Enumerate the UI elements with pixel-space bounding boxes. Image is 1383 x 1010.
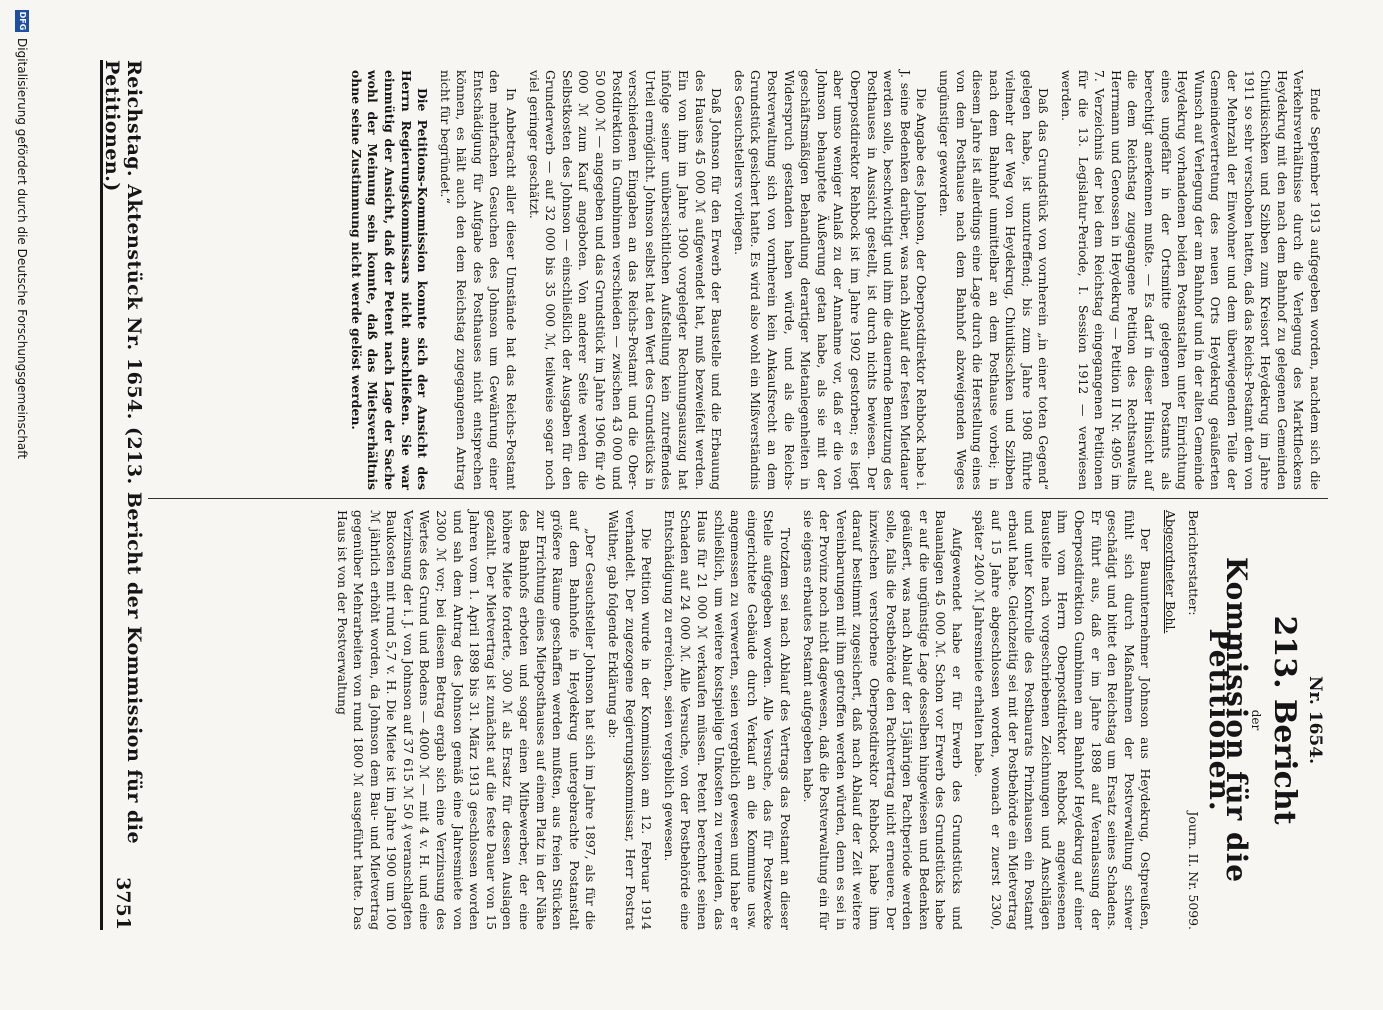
running-header	[100, 60, 143, 930]
paragraph: Der Bauunternehmer Johnson aus Heydekrug, Ostpreußen, fühlt sich durch Maßnahmen der Postverwaltung schwer geschädigt und bittet den Reichstag um Ersatz seines Schadens. Er führt aus, daß er im Jahre 1898 auf Veranlassung der Oberpostdirektion Gumbinnen am Bahnhof Heydekrug auf einer ihm vom Herrn Oberpostdirektor Rehbock angewiesenen Baustelle nach vorgeschriebenen Zeichnungen und Anschlägen und unter Kontrolle des Postbaurats Prinzhausen ein Postamt erbaut habe. Gleichzeitig sei mit der Postbehörde ein Mietvertrag auf 15 Jahre abgeschlossen worden, wonach er zuerst 2300, später 2400 ℳ Jahresmiete erhalten habe.	[972, 510, 1154, 930]
column-divider	[148, 498, 1328, 499]
header-title: Reichstag. Aktenstück Nr. 1654. (213. Bericht der Kommission für die Petitionen.)	[101, 60, 145, 845]
berichterstatter-label: Berichterstatter:	[1185, 510, 1201, 616]
digitization-credit	[11, 0, 33, 1010]
paragraph: Aufgewendet habe er für Erwerb des Grundstücks und Bauanlagen 45 000 ℳ. Schon vor Erwerb des Grundstücks habe er auf die ungünstige Lage desselben hingewiesen und Bedenken geäußert, was nach Ablauf der 15jährigen Pachtperiode werden solle, falls die Postbehörde den Pachtvertrag nicht erneuere. Der inzwischen verstorbene Oberpostdirektor Rehbock habe ihm darauf bestimmt zugesichert, daß nach Ablauf der Zeit weitere Vereinbarungen mit ihm getroffen werden würden, denn es sei in der Provinz noch nicht dagewesen, daß die Postverwaltung ein für sie eigens erbautes Postamt aufgegeben habe.	[800, 510, 965, 930]
credit-text: Digitalisierung gefördert durch die Deutsche Forschungsgemeinschaft	[15, 38, 29, 460]
paragraph: Die Petition wurde in der Kommission am 12. Februar 1914 verhandelt. Der zugezogene Regierungskommissar, Herr Postrat Walther, gab folgende Erklärung ab:	[606, 510, 655, 930]
report-title: 213. Bericht	[1267, 615, 1303, 825]
column-right	[153, 70, 1323, 490]
paragraph: Daß das Grundstück von vornherein „in einer toten Gegend“ gelegen habe, ist unzutreffend; bis zum Jahre 1908 führte vielmehr der Weg von Heydekrug, Chiutikischken und Szibben nach dem Bahnhof unmittelbar an dem Posthause vorbei; in diesem Jahre ist allerdings eine Lage durch die Herstellung eines von dem Posthause nach dem Bahnhof abzweigenden Weges ungünstiger geworden.	[936, 70, 1052, 490]
paragraph: Die Angabe des Johnson, der Oberpostdirektor Rehbock habe i. J. seine Bedenken darüber, was nach Ablauf der festen Mietdauer werden solle, beschwichtigt und ihm die dauernde Benutzung des Posthauses in Aussicht gestellt, ist durch nichts bewiesen. Der Oberpostdirektor Rehbock ist im Jahre 1902 gestorben; es liegt aber umso weniger Anlaß zu der Annahme vor, daß er die von Johnson behauptete Äußerung getan habe, als sie mit der geschäftsmäßigen Behandlung derartiger Mietanlegenheiten in Widerspruch gestanden haben würde, und als die Reichs-Postverwaltung sich von vornherein kein Ankaufsrecht an dem Grundstück gesichert hatte. Es wird also wohl ein Mißverständnis des Gesuchstellers vorliegen.	[731, 70, 930, 490]
title-der: der	[1249, 709, 1264, 731]
journal-number: Journ. II. Nr. 5099.	[1185, 811, 1201, 930]
page-number: 3751	[112, 877, 134, 930]
title-block	[1203, 510, 1325, 930]
paragraph: Trotzdem sei nach Ablauf des Vertrags das Postamt an dieser Stelle aufgegeben worden. Alle Versuche, das für Postzwecke eingerichtete Gebäude durch Verkauf an die Kommune usw. angemessen zu verwerten, seien vergeblich gewesen und habe er schließlich, um weitere kostspielige Unkosten zu vermeiden, das Haus für 21 000 ℳ verkaufen müssen. Petent berechnet seinen Schaden auf 24 000 ℳ. Alle Versuche, von der Postbehörde eine Entschädigung zu erreichen, seien vergeblich gewesen.	[661, 510, 793, 930]
meta-row	[1184, 510, 1201, 930]
paragraph: „Der Gesuchsteller Johnson hat sich im Jahre 1897, als für die auf dem Bahnhofe in Heydekrug untergebrachte Postanstalt größere Räume geschaffen werden mußten, aus freien Stücken zur Errichtung eines Mietposthauses auf einem Platz in der Nähe des Bahnhofs erboten und sogar einen Mitbewerber, der eine höhere Miete forderte, 300 ℳ als Ersatz für dessen Auslagen gezahlt. Der Mietvertrag ist zunächst auf die feste Dauer von 15 Jahren vom 1. April 1898 bis 31. März 1913 geschlossen worden und sah dem Antrag des Johnson gemäß eine Jahresmiete von 2300 ℳ vor; bei diesem Betrag ergab sich eine Verzinsung des Wertes des Grund und Bodens — 4000 ℳ — mit 4 v. H. und eine Verzinsung der i. J. von Johnson auf 37 615 ℳ 50 ₰ veranschlagten Baukosten mit rund 5,7 v. H. Die Miete ist im Jahre 1900 um 100 ℳ jährlich erhöht worden, da Johnson dem Bau- und Mietvertrag gegenüber Mehrarbeiten von rund 1800 ℳ ausgeführt hatte. Das Haus ist von der Postverwaltung	[334, 510, 599, 930]
conclusion-paragraph: Die Petitions-Kommission konnte sich der Ansicht des Herrn Regierungskommissars nicht anschließen. Sie war einmütig der Ansicht, daß der Petent nach Lage der Sache wohl der Meinung sein konnte, daß das Mietsverhältnis ohne seine Zustimmung nicht werde gelöst werden.	[348, 70, 431, 490]
document-number: Nr. 1654.	[1305, 675, 1325, 764]
reporter-name: Abgeordneter Bohl.	[1163, 510, 1179, 634]
column-left	[153, 510, 1323, 930]
commission-title: Kommission für die Petitionen.	[1203, 556, 1253, 884]
dfg-logo: DFG	[15, 10, 29, 32]
paragraph: In Anbetracht aller dieser Umstände hat das Reichs-Postamt den mehrfachen Gesuchen des Johnson um Gewährung einer Entschädigung für Aufgabe des Posthauses nicht entsprechen können, es hält auch den dem Reichstag zugegangenen Antrag nicht für begründet.“	[437, 70, 520, 490]
paragraph: Daß Johnson für den Erwerb der Baustelle und die Erbauung des Hauses 45 000 ℳ aufgewendet hat, muß bezweifelt werden. Ein von ihm im Jahre 1900 vorgelegter Rechnungsauszug hat infolge seiner unübersichtlichen Aufstellung kein zutreffendes Urteil ermöglicht. Johnson selbst hat den Wert des Grundstücks in verschiedenen Eingaben an das Reichs-Postamt und die Ober-Postdirektion in Gumbinnen verschieden — zwischen 43 000 und 50 000 ℳ — angegeben und das Grundstück im Jahre 1906 für 40 000 ℳ zum Kauf angeboten. Von anderer Seite werden die Selbstkosten des Johnson — einschließlich der Ausgaben für den Grunderwerb — auf 32 000 bis 35 000 ℳ, teilweise sogar noch viel geringer geschätzt.	[526, 70, 725, 490]
paragraph: Ende September 1913 aufgegeben worden, nachdem sich die Verkehrsverhältnisse durch die Verlegung des Marktfleckens Heydekrug mit den nach dem Bahnhof zu gelegenen Gemeinden Chiutikischken und Szibben zum Kreisort Heydekrug im Jahre 1911 so sehr verschoben hatten, daß das Reichs-Postamt dem von der Mehrzahl der Einwohner und dem überwiegenden Teile der Gemeindevertretung des neuen Orts Heydekrug geäußerten Wunsch auf Verlegung der am Bahnhof und in der alten Gemeinde Heydekrug vorhandenen beiden Postanstalten unter Einrichtung eines ungefähr in der Ortsmitte gelegenen Postamts als berechtigt anerkennen mußte. — Es darf in dieser Hinsicht auf die dem Reichstag zugegangene Petition des Rechtsanwalts Herrmann und Genossen in Heydekrug — Petition II Nr. 4905 im 7. Verzeichnis der bei dem Reichstag eingegangenen Petitionen für die 13. Legislatur-Periode, I. Session 1912 — verwiesen werden.	[1059, 70, 1323, 490]
